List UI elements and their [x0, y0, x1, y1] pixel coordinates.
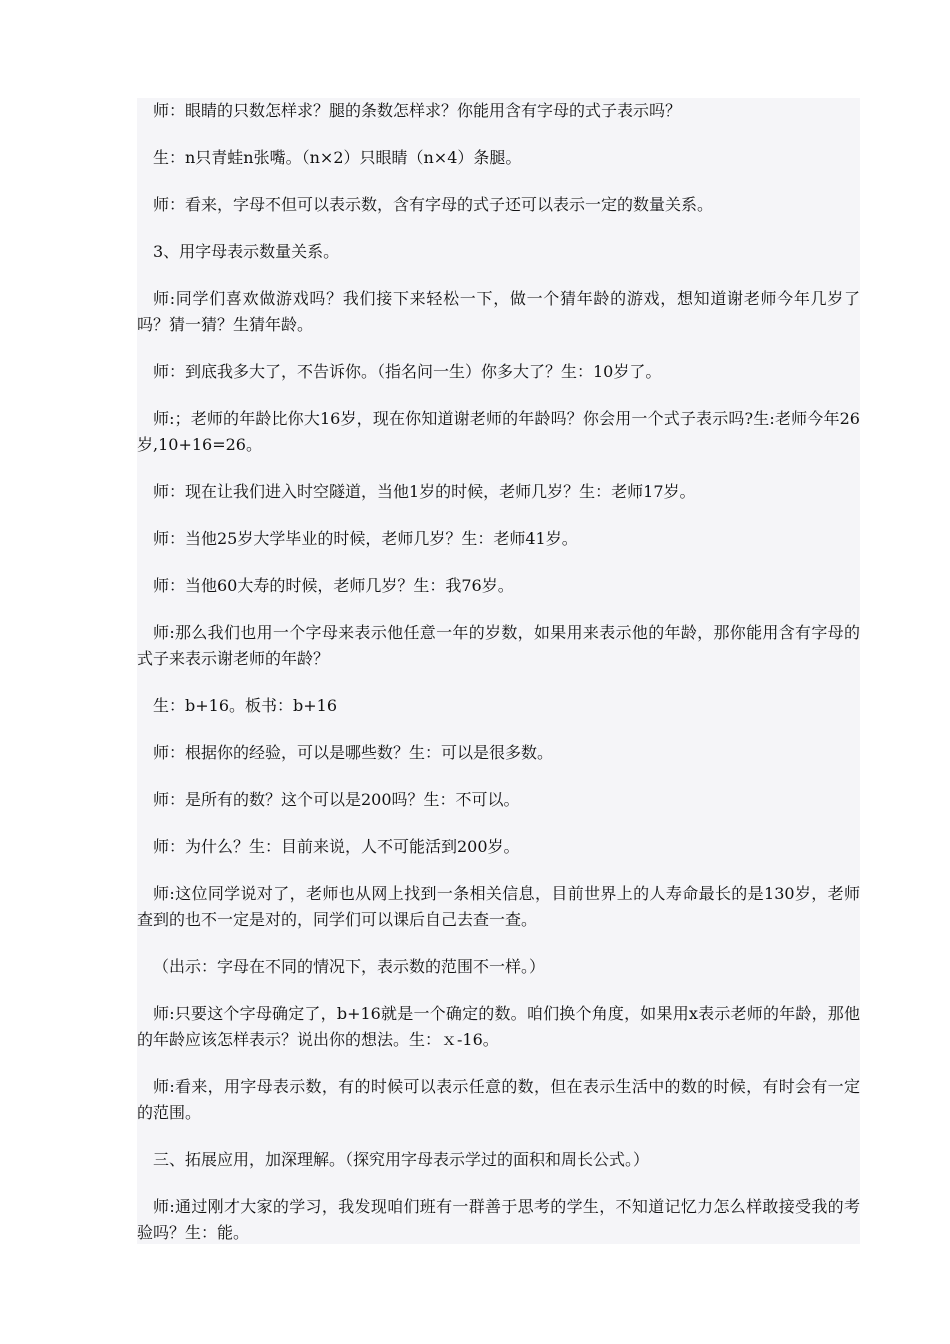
paragraph-14: 师：是所有的数？这个可以是200吗？生：不可以。 — [153, 790, 520, 809]
paragraph-1: 师：眼睛的只数怎样求？腿的条数怎样求？你能用含有字母的式子表示吗？ — [153, 101, 682, 120]
paragraph-7: 师:；老师的年龄比你大16岁，现在你知道谢老师的年龄吗？你会用一个式子表示吗?生:老师今年26岁,10+16=26。 — [137, 409, 860, 454]
paragraph-5: 师:同学们喜欢做游戏吗？我们接下来轻松一下，做一个猜年龄的游戏，想知道谢老师今年几岁了吗？猜一猜？生猜年龄。 — [137, 289, 860, 334]
paragraph-12: 生：b+16。板书：b+16 — [153, 696, 338, 715]
paragraph-10: 师：当他60大寿的时候，老师几岁？生：我76岁。 — [153, 576, 514, 595]
paragraph-21: 师:通过刚才大家的学习，我发现咱们班有一群善于思考的学生，不知道记忆力怎么样敢接受我的考验吗？生：能。 — [137, 1197, 860, 1242]
paragraph-8: 师：现在让我们进入时空隧道，当他1岁的时候，老师几岁？生：老师17岁。 — [153, 482, 696, 501]
paragraph-9: 师：当他25岁大学毕业的时候，老师几岁？生：老师41岁。 — [153, 529, 578, 548]
paragraph-2: 生：n只青蛙n张嘴。（n×2）只眼睛（n×4）条腿。 — [153, 148, 522, 167]
paragraph-20: 三、拓展应用，加深理解。（探究用字母表示学过的面积和周长公式。） — [153, 1150, 650, 1169]
document-body — [137, 98, 860, 1244]
paragraph-17: （出示：字母在不同的情况下，表示数的范围不一样。） — [153, 957, 546, 976]
paragraph-4: 3、用字母表示数量关系。 — [153, 242, 340, 261]
paragraph-15: 师：为什么？生：目前来说，人不可能活到200岁。 — [153, 837, 520, 856]
paragraph-11: 师:那么我们也用一个字母来表示他任意一年的岁数，如果用来表示他的年龄，那你能用含有字母的式子来表示谢老师的年龄？ — [137, 623, 860, 668]
paragraph-18: 师:只要这个字母确定了，b+16就是一个确定的数。咱们换个角度，如果用x表示老师的年龄，那他的年龄应该怎样表示？说出你的想法。生：ｘ-16。 — [137, 1004, 860, 1049]
paragraph-13: 师：根据你的经验，可以是哪些数？生：可以是很多数。 — [153, 743, 554, 762]
paragraph-3: 师：看来，字母不但可以表示数，含有字母的式子还可以表示一定的数量关系。 — [153, 195, 714, 214]
paragraph-6: 师：到底我多大了，不告诉你。（指名问一生）你多大了？生：10岁了。 — [153, 362, 662, 381]
paragraph-16: 师:这位同学说对了，老师也从网上找到一条相关信息，目前世界上的人寿命最长的是130岁，老师查到的也不一定是对的，同学们可以课后自己去查一查。 — [137, 884, 860, 929]
paragraph-19: 师:看来，用字母表示数，有的时候可以表示任意的数，但在表示生活中的数的时候，有时会有一定的范围。 — [137, 1077, 860, 1122]
